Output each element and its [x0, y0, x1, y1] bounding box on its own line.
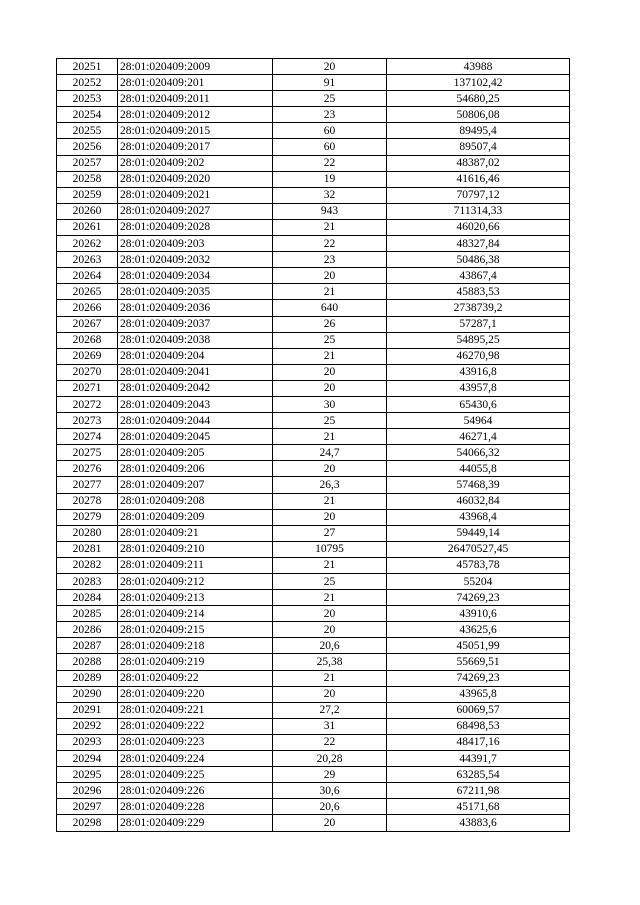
cadastral-number: 28:01:020409:2034 [118, 268, 273, 284]
cost-value: 2738739,2 [387, 300, 570, 316]
table-row [57, 606, 570, 622]
table-row [57, 75, 570, 91]
area-value: 20,28 [273, 751, 387, 767]
area-value: 24,7 [273, 445, 387, 461]
row-number: 20254 [57, 107, 118, 123]
area-value: 21 [273, 429, 387, 445]
cadastral-number: 28:01:020409:209 [118, 509, 273, 525]
cost-value: 70797,12 [387, 187, 570, 203]
cost-value: 44055,8 [387, 461, 570, 477]
row-number: 20262 [57, 236, 118, 252]
table-row [57, 783, 570, 799]
cadastral-number: 28:01:020409:2028 [118, 219, 273, 235]
cost-value: 60069,57 [387, 702, 570, 718]
row-number: 20274 [57, 429, 118, 445]
table-row [57, 477, 570, 493]
area-value: 22 [273, 236, 387, 252]
row-number: 20283 [57, 574, 118, 590]
row-number: 20256 [57, 139, 118, 155]
table-row [57, 718, 570, 734]
table-row [57, 187, 570, 203]
area-value: 20 [273, 268, 387, 284]
cadastral-number: 28:01:020409:2041 [118, 364, 273, 380]
area-value: 20 [273, 364, 387, 380]
table-row [57, 332, 570, 348]
area-value: 20 [273, 815, 387, 831]
document-page [56, 58, 570, 832]
cost-value: 46020,66 [387, 219, 570, 235]
table-row [57, 654, 570, 670]
cadastral-number: 28:01:020409:2009 [118, 59, 273, 75]
area-value: 20 [273, 606, 387, 622]
cadastral-number: 28:01:020409:21 [118, 525, 273, 541]
area-value: 21 [273, 590, 387, 606]
cost-value: 26470527,45 [387, 541, 570, 557]
cadastral-number: 28:01:020409:210 [118, 541, 273, 557]
cadastral-table [56, 58, 570, 832]
area-value: 25 [273, 332, 387, 348]
area-value: 29 [273, 767, 387, 783]
row-number: 20288 [57, 654, 118, 670]
row-number: 20271 [57, 380, 118, 396]
cost-value: 43910,6 [387, 606, 570, 622]
cost-value: 43965,8 [387, 686, 570, 702]
cadastral-number: 28:01:020409:214 [118, 606, 273, 622]
table-row [57, 590, 570, 606]
cadastral-number: 28:01:020409:2012 [118, 107, 273, 123]
cost-value: 43916,8 [387, 364, 570, 380]
cost-value: 43867,4 [387, 268, 570, 284]
cost-value: 43957,8 [387, 380, 570, 396]
cost-value: 55204 [387, 574, 570, 590]
area-value: 23 [273, 107, 387, 123]
area-value: 943 [273, 203, 387, 219]
cadastral-number: 28:01:020409:229 [118, 815, 273, 831]
table-row [57, 638, 570, 654]
row-number: 20260 [57, 203, 118, 219]
row-number: 20258 [57, 171, 118, 187]
area-value: 25 [273, 91, 387, 107]
area-value: 640 [273, 300, 387, 316]
table-row [57, 107, 570, 123]
row-number: 20261 [57, 219, 118, 235]
table-row [57, 525, 570, 541]
row-number: 20259 [57, 187, 118, 203]
cost-value: 54066,32 [387, 445, 570, 461]
table-row [57, 171, 570, 187]
table-row [57, 493, 570, 509]
cadastral-number: 28:01:020409:201 [118, 75, 273, 91]
cost-value: 46032,84 [387, 493, 570, 509]
area-value: 20 [273, 461, 387, 477]
area-value: 21 [273, 493, 387, 509]
area-value: 25 [273, 574, 387, 590]
row-number: 20270 [57, 364, 118, 380]
cadastral-number: 28:01:020409:224 [118, 751, 273, 767]
table-row [57, 396, 570, 412]
table-row [57, 284, 570, 300]
area-value: 21 [273, 557, 387, 573]
row-number: 20266 [57, 300, 118, 316]
cost-value: 48387,02 [387, 155, 570, 171]
table-row [57, 203, 570, 219]
area-value: 91 [273, 75, 387, 91]
cadastral-number: 28:01:020409:2017 [118, 139, 273, 155]
cost-value: 137102,42 [387, 75, 570, 91]
cadastral-number: 28:01:020409:215 [118, 622, 273, 638]
row-number: 20253 [57, 91, 118, 107]
row-number: 20277 [57, 477, 118, 493]
row-number: 20294 [57, 751, 118, 767]
cost-value: 45051,99 [387, 638, 570, 654]
cadastral-number: 28:01:020409:218 [118, 638, 273, 654]
cost-value: 54964 [387, 413, 570, 429]
table-body [57, 59, 570, 832]
area-value: 21 [273, 348, 387, 364]
row-number: 20286 [57, 622, 118, 638]
cadastral-number: 28:01:020409:220 [118, 686, 273, 702]
cadastral-number: 28:01:020409:223 [118, 734, 273, 750]
area-value: 31 [273, 718, 387, 734]
table-row [57, 91, 570, 107]
table-row [57, 686, 570, 702]
table-row [57, 461, 570, 477]
area-value: 20 [273, 59, 387, 75]
cadastral-number: 28:01:020409:205 [118, 445, 273, 461]
table-row [57, 557, 570, 573]
area-value: 23 [273, 252, 387, 268]
row-number: 20291 [57, 702, 118, 718]
table-row [57, 348, 570, 364]
area-value: 32 [273, 187, 387, 203]
row-number: 20287 [57, 638, 118, 654]
area-value: 27,2 [273, 702, 387, 718]
row-number: 20298 [57, 815, 118, 831]
cost-value: 57287,1 [387, 316, 570, 332]
row-number: 20296 [57, 783, 118, 799]
cost-value: 67211,98 [387, 783, 570, 799]
cadastral-number: 28:01:020409:212 [118, 574, 273, 590]
cadastral-number: 28:01:020409:2042 [118, 380, 273, 396]
area-value: 60 [273, 139, 387, 155]
cadastral-number: 28:01:020409:22 [118, 670, 273, 686]
cadastral-number: 28:01:020409:202 [118, 155, 273, 171]
table-row [57, 702, 570, 718]
area-value: 27 [273, 525, 387, 541]
cost-value: 63285,54 [387, 767, 570, 783]
cadastral-number: 28:01:020409:2045 [118, 429, 273, 445]
table-row [57, 413, 570, 429]
cost-value: 43625,6 [387, 622, 570, 638]
cost-value: 57468,39 [387, 477, 570, 493]
table-row [57, 123, 570, 139]
cadastral-number: 28:01:020409:2020 [118, 171, 273, 187]
cadastral-number: 28:01:020409:2037 [118, 316, 273, 332]
cost-value: 65430,6 [387, 396, 570, 412]
cost-value: 45783,78 [387, 557, 570, 573]
area-value: 20 [273, 509, 387, 525]
cadastral-number: 28:01:020409:2038 [118, 332, 273, 348]
cost-value: 711314,33 [387, 203, 570, 219]
cadastral-number: 28:01:020409:204 [118, 348, 273, 364]
table-row [57, 622, 570, 638]
row-number: 20263 [57, 252, 118, 268]
row-number: 20284 [57, 590, 118, 606]
row-number: 20297 [57, 799, 118, 815]
cadastral-number: 28:01:020409:2043 [118, 396, 273, 412]
cost-value: 45883,53 [387, 284, 570, 300]
row-number: 20257 [57, 155, 118, 171]
row-number: 20276 [57, 461, 118, 477]
table-row [57, 429, 570, 445]
area-value: 21 [273, 219, 387, 235]
cost-value: 43883,6 [387, 815, 570, 831]
row-number: 20295 [57, 767, 118, 783]
area-value: 26,3 [273, 477, 387, 493]
area-value: 19 [273, 171, 387, 187]
table-row [57, 734, 570, 750]
cost-value: 45171,68 [387, 799, 570, 815]
table-row [57, 799, 570, 815]
table-row [57, 815, 570, 831]
row-number: 20252 [57, 75, 118, 91]
row-number: 20290 [57, 686, 118, 702]
area-value: 22 [273, 734, 387, 750]
cadastral-number: 28:01:020409:207 [118, 477, 273, 493]
cadastral-number: 28:01:020409:2044 [118, 413, 273, 429]
cadastral-number: 28:01:020409:2036 [118, 300, 273, 316]
cost-value: 89495,4 [387, 123, 570, 139]
area-value: 21 [273, 670, 387, 686]
area-value: 20,6 [273, 799, 387, 815]
area-value: 20 [273, 380, 387, 396]
cadastral-number: 28:01:020409:226 [118, 783, 273, 799]
cadastral-number: 28:01:020409:213 [118, 590, 273, 606]
cost-value: 74269,23 [387, 670, 570, 686]
row-number: 20273 [57, 413, 118, 429]
cost-value: 50806,08 [387, 107, 570, 123]
cost-value: 43988 [387, 59, 570, 75]
cadastral-number: 28:01:020409:2027 [118, 203, 273, 219]
cadastral-number: 28:01:020409:2021 [118, 187, 273, 203]
area-value: 22 [273, 155, 387, 171]
table-row [57, 139, 570, 155]
table-row [57, 219, 570, 235]
row-number: 20293 [57, 734, 118, 750]
table-row [57, 670, 570, 686]
table-row [57, 236, 570, 252]
cadastral-number: 28:01:020409:225 [118, 767, 273, 783]
cost-value: 46271,4 [387, 429, 570, 445]
row-number: 20281 [57, 541, 118, 557]
table-row [57, 59, 570, 75]
area-value: 25 [273, 413, 387, 429]
cost-value: 44391,7 [387, 751, 570, 767]
cost-value: 41616,46 [387, 171, 570, 187]
cost-value: 50486,38 [387, 252, 570, 268]
row-number: 20279 [57, 509, 118, 525]
row-number: 20278 [57, 493, 118, 509]
area-value: 20,6 [273, 638, 387, 654]
table-row [57, 364, 570, 380]
row-number: 20282 [57, 557, 118, 573]
cost-value: 68498,53 [387, 718, 570, 734]
cost-value: 48327,84 [387, 236, 570, 252]
cadastral-number: 28:01:020409:206 [118, 461, 273, 477]
row-number: 20292 [57, 718, 118, 734]
cadastral-number: 28:01:020409:211 [118, 557, 273, 573]
table-row [57, 751, 570, 767]
table-row [57, 300, 570, 316]
row-number: 20269 [57, 348, 118, 364]
table-row [57, 445, 570, 461]
cost-value: 54895,25 [387, 332, 570, 348]
cadastral-number: 28:01:020409:208 [118, 493, 273, 509]
cadastral-number: 28:01:020409:228 [118, 799, 273, 815]
cadastral-number: 28:01:020409:2032 [118, 252, 273, 268]
cost-value: 59449,14 [387, 525, 570, 541]
table-row [57, 574, 570, 590]
area-value: 30 [273, 396, 387, 412]
row-number: 20272 [57, 396, 118, 412]
area-value: 25,38 [273, 654, 387, 670]
area-value: 30,6 [273, 783, 387, 799]
cost-value: 55669,51 [387, 654, 570, 670]
cadastral-number: 28:01:020409:2035 [118, 284, 273, 300]
cadastral-number: 28:01:020409:222 [118, 718, 273, 734]
cost-value: 74269,23 [387, 590, 570, 606]
cost-value: 54680,25 [387, 91, 570, 107]
cost-value: 43968,4 [387, 509, 570, 525]
row-number: 20275 [57, 445, 118, 461]
table-row [57, 268, 570, 284]
table-row [57, 509, 570, 525]
area-value: 60 [273, 123, 387, 139]
table-row [57, 316, 570, 332]
row-number: 20268 [57, 332, 118, 348]
row-number: 20280 [57, 525, 118, 541]
cost-value: 46270,98 [387, 348, 570, 364]
row-number: 20289 [57, 670, 118, 686]
cadastral-number: 28:01:020409:219 [118, 654, 273, 670]
row-number: 20264 [57, 268, 118, 284]
table-row [57, 380, 570, 396]
cadastral-number: 28:01:020409:2011 [118, 91, 273, 107]
table-row [57, 252, 570, 268]
row-number: 20251 [57, 59, 118, 75]
row-number: 20265 [57, 284, 118, 300]
cost-value: 89507,4 [387, 139, 570, 155]
cost-value: 48417,16 [387, 734, 570, 750]
row-number: 20267 [57, 316, 118, 332]
cadastral-number: 28:01:020409:2015 [118, 123, 273, 139]
area-value: 26 [273, 316, 387, 332]
area-value: 21 [273, 284, 387, 300]
area-value: 20 [273, 686, 387, 702]
table-row [57, 767, 570, 783]
row-number: 20285 [57, 606, 118, 622]
table-row [57, 541, 570, 557]
cadastral-number: 28:01:020409:203 [118, 236, 273, 252]
area-value: 20 [273, 622, 387, 638]
area-value: 10795 [273, 541, 387, 557]
table-row [57, 155, 570, 171]
row-number: 20255 [57, 123, 118, 139]
cadastral-number: 28:01:020409:221 [118, 702, 273, 718]
